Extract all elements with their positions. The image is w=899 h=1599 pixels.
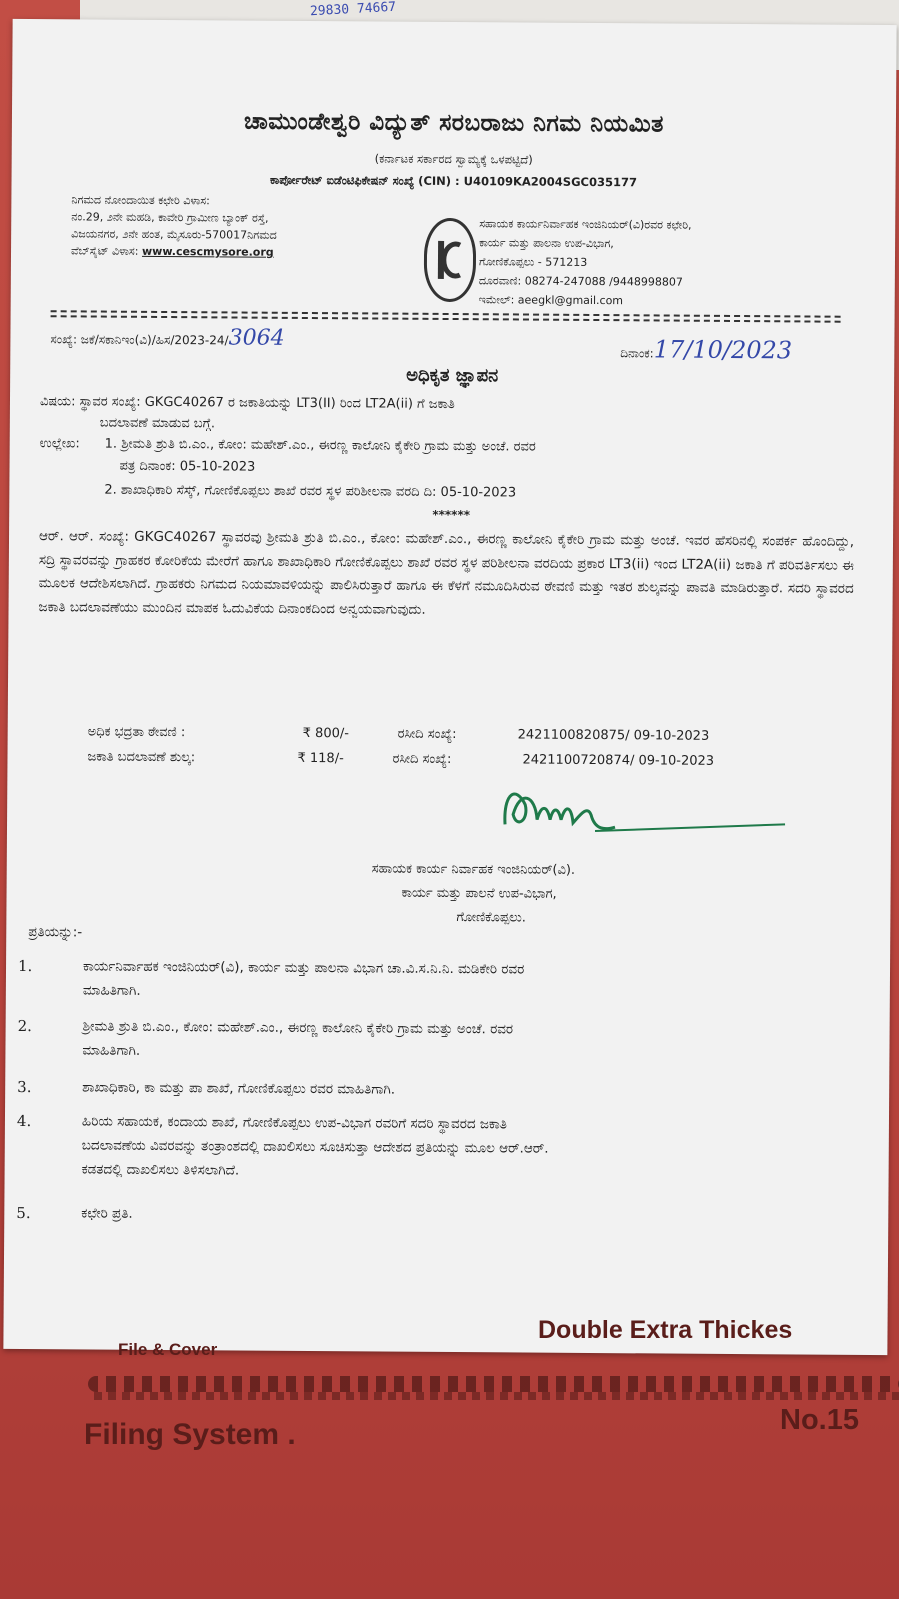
phone-line: ದೂರವಾಣಿ: 08274-247088 /9448998807 <box>478 274 683 289</box>
signatory-office: ಕಾರ್ಯ ಮತ್ತು ಪಾಲನೆ ಉಪ-ವಿಭಾಗ, <box>401 885 557 902</box>
organisation-title: ಚಾಮುಂಡೇಶ್ವರಿ ವಿದ್ಯುತ್ ಸರಬರಾಜು ನಿಗಮ ನಿಯಮಿತ <box>243 108 664 138</box>
memo-title: ಅಧಿಕೃತ ಜ್ಞಾಪನ <box>406 364 499 387</box>
organisation-subtitle: (ಕರ್ನಾಟಕ ಸರ್ಕಾರದ ಸ್ವಾಮ್ಯಕ್ಕೆ ಒಳಪಟ್ಟಿದೆ) <box>374 151 533 167</box>
copy-number: 2. <box>17 1016 32 1036</box>
website-link[interactable]: www.cescmysore.org <box>141 244 274 259</box>
cesc-logo <box>424 218 477 302</box>
copy-text: ಹಿರಿಯ ಸಹಾಯಕ, ಕಂದಾಯ ಶಾಖೆ, ಗೋಣಿಕೊಪ್ಪಲು ಉಪ-ವಿಭಾಗ ರವರಿಗೆ ಸದರಿ ಸ್ಥಾವರದ ಜಕಾತಿ <box>81 1113 508 1133</box>
address-right-line: ಗೋಣಿಕೊಪ್ಪಲು - 571213 <box>478 255 588 269</box>
reference-label: ಸಂಖ್ಯೆ: ಜಕೆ/ಸಕಾನಿಇಂ(ವಿ)/ಹಿಸ/2023-24/ <box>50 332 229 348</box>
cover-ornament <box>88 1376 899 1392</box>
cover-filing-system-label: Filing System . <box>84 1418 296 1451</box>
website-label: ವೆಬ್‌ಸೈಟ್ ವಿಳಾಸ: <box>70 244 139 258</box>
receipt-number: 2421100720874/ 09-10-2023 <box>522 752 715 769</box>
signatory-block <box>371 857 771 932</box>
copy-item <box>17 1014 867 1068</box>
receipt-label: ರಸೀದಿ ಸಂಖ್ಯೆ: <box>397 726 457 743</box>
address-left-line: ವಿಜಯನಗರ, ೨ನೇ ಹಂತ, ಮೈಸೂರು-570017ನಿಗಮದ <box>71 227 277 242</box>
copy-text: ಮಾಹಿತಿಗಾಗಿ. <box>82 1042 141 1059</box>
copy-text: ಕಛೇರಿ ಪ್ರತಿ. <box>81 1205 133 1222</box>
copy-text: ಶಾಖಾಧಿಕಾರಿ, ಕಾ ಮತ್ತು ಪಾ ಶಾಖೆ, ಗೋಣಿಕೊಪ್ಪಲು ರವರ ಮಾಹಿತಿಗಾಗಿ. <box>82 1079 396 1098</box>
copies-title: ಪ್ರತಿಯನ್ನು:- <box>28 924 83 941</box>
website-line <box>71 242 411 261</box>
fee-label: ಜಕಾತಿ ಬದಲಾವಣೆ ಶುಲ್ಕ: <box>87 749 196 766</box>
reference-handwritten-number: 3064 <box>228 325 285 351</box>
cover-double-extra-label: Double Extra Thickes <box>538 1316 793 1344</box>
reference-item: 1. ಶ್ರೀಮತಿ ಶ್ರುತಿ ಬಿ.ಎಂ., ಕೋಂ: ಮಹೇಶ್.ಎಂ., ಈರಣ್ಣ ಕಾಲೋನಿ ಕೈಕೇರಿ ಗ್ರಾಮ ಮತ್ತು ಅಂಚೆ. ರವರ <box>104 436 536 455</box>
sub-division-office-address <box>479 214 860 312</box>
cin-line: ಕಾರ್ಪೋರೇಟ್ ಐಡೆಂಟಿಫಿಕೇಷನ್ ಸಂಖ್ಯೆ (CIN) : U40109KA2004SGC035177 <box>269 172 638 190</box>
memo-body: ಆರ್. ಆರ್. ಸಂಖ್ಯೆ: GKGC40267 ಸ್ಥಾವರವು ಶ್ರೀಮತಿ ಶ್ರುತಿ ಬಿ.ಎಂ., ಕೋಂ: ಮಹೇಶ್.ಎಂ., ಈರಣ್ಣ ಕಾಲೋನಿ ಕೈಕೇರಿ ಗ್ರಾಮ ಮತ್ತು ಅಂಚೆ. ಇವರ ಹೆಸರಿನಲ್ಲಿ ಸಂಪರ್ಕ ಹೊಂದಿದ್ದು, ಸದ್ರಿ ಸ್ಥಾವರವನ್ನು ಗ್ರಾಹಕರ ಕೋರಿಕೆಯ ಮೇರೆಗೆ ಹಾಗೂ ಶಾಖಾಧಿಕಾರಿ ಗೋಣಿಕೊಪ್ಪಲು ಶಾಖೆ ರವರ ಸ್ಥಳ ಪರಿಶೀಲನಾ ವರದಿಯ ಪ್ರಕಾರ LT3(ii) ಇಂದ LT2A(ii) ಜಕಾತಿ ಗೆ ಪರಿವರ್ತಿಸಲು ಈ ಮೂಲಕ ಆದೇಶಿಸಲಾಗಿದೆ. ಗ್ರಾಹಕರು ನಿಗಮದ ನಿಯಮಾವಳಿಯನ್ನು ಪಾಲಿಸಿರುತ್ತಾರೆ ಹಾಗೂ ಈ ಕೆಳಗೆ ನಮೂದಿಸಿರುವ ಠೇವಣಿ ಮತ್ತು ಇತರ ಶುಲ್ಕವನ್ನು ಪಾವತಿ ಮಾಡಿರುತ್ತಾರೆ. ಸದರಿ ಸ್ಥಾವರದ ಜಕಾತಿ ಬದಲಾವಣೆಯು ಮುಂದಿನ ಮಾಪಕ ಓದುವಿಕೆಯ ದಿನಾಂಕದಿಂದ ಅನ್ವಯವಾಗುವುದು. <box>38 528 855 618</box>
registered-office-address <box>71 191 411 261</box>
copy-item <box>17 1075 867 1105</box>
email-line: ಇಮೇಲ್: aeegkl@gmail.com <box>478 293 624 308</box>
subject-line: ಬದಲಾವಣೆ ಮಾಡುವ ಬಗ್ಗೆ. <box>99 415 216 432</box>
address-right-line: ಸಹಾಯಕ ಕಾರ್ಯನಿರ್ವಾಹಕ ಇಂಜಿನಿಯರ್(ವಿ)ರವರ ಕಛೇರಿ, <box>479 217 692 232</box>
copy-text: ಶ್ರೀಮತಿ ಶ್ರುತಿ ಬಿ.ಎಂ., ಕೋಂ: ಮಹೇಶ್.ಎಂ., ಈರಣ್ಣ ಕಾಲೋನಿ ಕೈಕೇರಿ ಗ್ರಾಮ ಮತ್ತು ಅಂಚೆ. ರವರ <box>82 1018 514 1038</box>
address-right-line: ಕಾರ್ಯ ಮತ್ತು ಪಾಲನಾ ಉಪ-ವಿಭಾಗ, <box>479 236 614 251</box>
reference-number <box>50 324 284 351</box>
copy-text: ಮಾಹಿತಿಗಾಗಿ. <box>82 982 141 999</box>
signatory-place: ಗೋಣಿಕೊಪ್ಪಲು. <box>456 910 526 926</box>
copy-item <box>17 1109 867 1187</box>
signatory-designation: ಸಹಾಯಕ ಕಾರ್ಯ ನಿರ್ವಾಹಕ ಇಂಜಿನಿಯರ್(ವಿ). <box>371 861 576 878</box>
copy-number: 5. <box>16 1203 31 1223</box>
copy-text: ಕಡತದಲ್ಲಿ ದಾಖಲಿಸಲು ತಿಳಿಸಲಾಗಿದೆ. <box>81 1161 240 1179</box>
cover-ornament <box>88 1392 899 1400</box>
references-label: ಉಲ್ಲೇಖ: <box>39 436 80 452</box>
date-label: ದಿನಾಂಕ: <box>620 346 654 361</box>
separator-stars: ****** <box>432 507 471 523</box>
copy-number: 1. <box>17 956 33 976</box>
copy-item <box>16 1201 866 1231</box>
receipt-number: 2421100820875/ 09-10-2023 <box>517 727 710 744</box>
reference-item: 2. ಶಾಖಾಧಿಕಾರಿ ಸೆಸ್ಕ್, ಗೋಣಿಕೊಪ್ಪಲು ಶಾಖೆ ರವರ ಸ್ಥಳ ಪರಿಶೀಲನಾ ವರದಿ ದಿ: 05-10-2023 <box>104 482 517 501</box>
address-left-line: ನಿಗಮದ ನೋಂದಾಯಿತ ಕಛೇರಿ ವಿಳಾಸ: <box>71 193 210 208</box>
handwritten-date: 17/10/2023 <box>653 335 793 365</box>
address-left-line: ನಂ.29, ೨ನೇ ಮಹಡಿ, ಕಾವೇರಿ ಗ್ರಾಮೀಣ ಬ್ಯಾಂಕ್ ರಸ್ತೆ, <box>71 210 269 225</box>
subject-line: ವಿಷಯ: ಸ್ಥಾವರ ಸಂಖ್ಯೆ: GKGC40267 ರ ಜಕಾತಿಯನ್ನು LT3(II) ರಿಂದ LT2A(ii) ಗೆ ಜಕಾತಿ <box>39 394 455 413</box>
copy-text: ಕಾರ್ಯನಿರ್ವಾಹಕ ಇಂಜಿನಿಯರ್(ವಿ), ಕಾರ್ಯ ಮತ್ತು ಪಾಲನಾ ವಿಭಾಗ ಚಾ.ವಿ.ಸ.ನಿ.ನಿ. ಮಡಿಕೇರಿ ರವರ <box>82 958 525 978</box>
cover-file-cover-label: File & Cover <box>118 1340 218 1359</box>
copy-number: 3. <box>17 1077 32 1097</box>
copy-text: ಬದಲಾವಣೆಯ ವಿವರವನ್ನು ತಂತ್ರಾಂಶದಲ್ಲಿ ದಾಖಲಿಸಲು ಸೂಚಿಸುತ್ತಾ ಆದೇಶದ ಪ್ರತಿಯನ್ನು ಮೂಲ ಆರ್.ಆರ್. <box>81 1137 549 1157</box>
cesc-logo-icon <box>430 227 470 293</box>
scrawl-note-1: 29830 74667 <box>309 0 397 20</box>
copy-item <box>18 954 868 1008</box>
official-memo-sheet <box>3 19 896 1355</box>
fee-label: ಅಧಿಕ ಭದ್ರತಾ ಠೇವಣಿ : <box>87 724 186 741</box>
cover-number-label: No.15 <box>780 1404 859 1436</box>
fee-amount: ₹ 118/- <box>297 750 344 767</box>
receipt-label: ರಸೀದಿ ಸಂಖ್ಯೆ: <box>392 751 452 768</box>
copy-number: 4. <box>16 1111 32 1131</box>
reference-item: ಪತ್ರ ದಿನಾಂಕ: 05-10-2023 <box>119 458 256 475</box>
signature-icon <box>495 774 796 856</box>
memo-date <box>620 335 792 364</box>
fee-amount: ₹ 800/- <box>302 725 350 742</box>
